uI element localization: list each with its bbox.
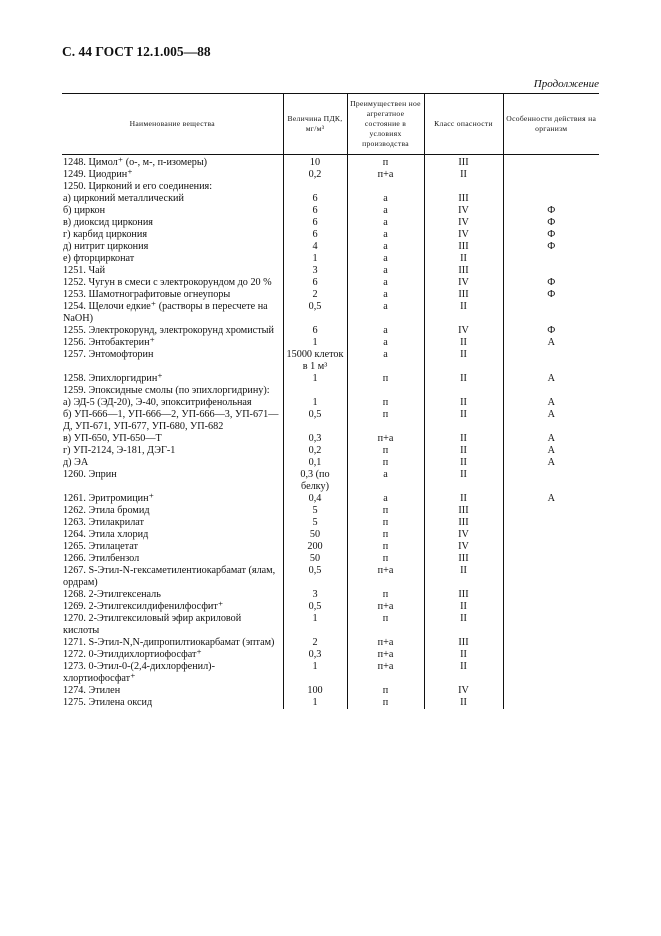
- cell-name: 1274. Этилен: [63, 685, 121, 696]
- cell-pdk: 4: [283, 241, 347, 253]
- cell-pdk: 6: [283, 205, 347, 217]
- cell-feature: [503, 649, 599, 661]
- cell-state: п: [347, 685, 424, 697]
- cell-feature: [503, 553, 599, 565]
- cell-feature: [503, 265, 599, 277]
- col-header-class: Класс опасности: [424, 94, 503, 155]
- table-row: [62, 349, 599, 373]
- cell-name: 1271. S-Этил-N,N-дипропилтиокарбамат (эптам): [63, 637, 275, 648]
- table-row: [62, 517, 599, 529]
- cell-feature: Ф: [503, 229, 599, 241]
- cell-name: 1268. 2-Этилгексеналь: [63, 589, 161, 600]
- cell-class: II: [424, 445, 503, 457]
- table-row: [62, 661, 599, 685]
- cell-class: II: [424, 349, 503, 373]
- cell-feature: [503, 301, 599, 325]
- cell-name: 1266. Этилбензол: [63, 553, 140, 564]
- cell-state: а: [347, 469, 424, 493]
- table-row: [62, 493, 599, 505]
- col-header-pdk: Величина ПДК, мг/м³: [283, 94, 347, 155]
- cell-state: а: [347, 325, 424, 337]
- cell-class: IV: [424, 541, 503, 553]
- cell-pdk: 1: [283, 373, 347, 385]
- cell-class: II: [424, 253, 503, 265]
- cell-name: д) ЭА: [63, 457, 89, 468]
- cell-name: 1273. 0-Этил-0-(2,4-дихлорфенил)-хлортиофосфат⁺: [63, 661, 215, 684]
- cell-pdk: 6: [283, 277, 347, 289]
- cell-feature: [503, 589, 599, 601]
- table-row: [62, 505, 599, 517]
- cell-state: п: [347, 589, 424, 601]
- cell-name: 1269. 2-Этилгексилдифенилфосфит⁺: [63, 601, 224, 612]
- cell-feature: А: [503, 397, 599, 409]
- table-row: [62, 613, 599, 637]
- table-row: [62, 385, 599, 397]
- table-row: [62, 325, 599, 337]
- table-row: [62, 265, 599, 277]
- table-row: [62, 397, 599, 409]
- cell-class: III: [424, 193, 503, 205]
- cell-name: в) УП-650, УП-650—Т: [63, 433, 162, 444]
- cell-state: п: [347, 613, 424, 637]
- cell-name: 1263. Этилакрилат: [63, 517, 144, 528]
- table-row: [62, 229, 599, 241]
- cell-pdk: 5: [283, 517, 347, 529]
- cell-state: п+а: [347, 169, 424, 181]
- cell-name: 1248. Цимол⁺ (о-, м-, п-изомеры): [63, 157, 208, 168]
- cell-class: II: [424, 397, 503, 409]
- cell-feature: Ф: [503, 325, 599, 337]
- table-row: [62, 169, 599, 181]
- col-header-feature: Особенности действия на организм: [503, 94, 599, 155]
- cell-state: а: [347, 193, 424, 205]
- table-row: [62, 181, 599, 193]
- cell-class: III: [424, 517, 503, 529]
- col-header-state: Преимуществен ное агрегатное состояние в условиях производства: [347, 94, 424, 155]
- cell-state: п: [347, 445, 424, 457]
- table-row: [62, 541, 599, 553]
- cell-feature: [503, 505, 599, 517]
- cell-state: а: [347, 301, 424, 325]
- cell-class: II: [424, 337, 503, 349]
- cell-feature: [503, 565, 599, 589]
- cell-class: II: [424, 373, 503, 385]
- cell-name: 1253. Шамотнографитовые огнеупоры: [63, 289, 231, 300]
- cell-pdk: 1: [283, 661, 347, 685]
- cell-pdk: 3: [283, 589, 347, 601]
- cell-feature: Ф: [503, 217, 599, 229]
- table-row: [62, 217, 599, 229]
- cell-pdk: 0,5: [283, 601, 347, 613]
- cell-name: г) УП-2124, Э-181, ДЭГ-1: [63, 445, 176, 456]
- cell-name: 1255. Электрокорунд, электрокорунд хромистый: [63, 325, 274, 336]
- cell-state: [347, 385, 424, 397]
- cell-pdk: 100: [283, 685, 347, 697]
- cell-class: III: [424, 289, 503, 301]
- cell-name: 1270. 2-Этилгексиловый эфир акриловой кислоты: [63, 613, 242, 636]
- cell-name: 1249. Циодрин⁺: [63, 169, 133, 180]
- cell-pdk: 15000 клеток в 1 м³: [283, 349, 347, 373]
- cell-feature: [503, 181, 599, 193]
- cell-feature: А: [503, 457, 599, 469]
- cell-pdk: 0,3 (по белку): [283, 469, 347, 493]
- cell-name: 1250. Цирконий и его соединения:: [63, 181, 213, 192]
- cell-class: IV: [424, 325, 503, 337]
- cell-class: II: [424, 565, 503, 589]
- cell-class: II: [424, 301, 503, 325]
- cell-name: б) циркон: [63, 205, 106, 216]
- cell-name: 1262. Этила бромид: [63, 505, 150, 516]
- cell-pdk: 1: [283, 337, 347, 349]
- cell-state: п+а: [347, 565, 424, 589]
- cell-pdk: 6: [283, 229, 347, 241]
- cell-feature: [503, 541, 599, 553]
- table-row: [62, 589, 599, 601]
- table-row: [62, 409, 599, 433]
- cell-pdk: 0,2: [283, 169, 347, 181]
- cell-name: 1251. Чай: [63, 265, 106, 276]
- cell-state: а: [347, 493, 424, 505]
- cell-state: а: [347, 217, 424, 229]
- cell-feature: А: [503, 409, 599, 433]
- cell-pdk: [283, 181, 347, 193]
- cell-class: II: [424, 457, 503, 469]
- cell-state: п: [347, 517, 424, 529]
- cell-class: II: [424, 469, 503, 493]
- cell-class: II: [424, 601, 503, 613]
- cell-class: III: [424, 157, 503, 169]
- cell-class: II: [424, 433, 503, 445]
- cell-name: е) фторцирконат: [63, 253, 135, 264]
- cell-feature: [503, 169, 599, 181]
- table-body: [62, 155, 599, 710]
- cell-pdk: 0,5: [283, 565, 347, 589]
- table-row: [62, 289, 599, 301]
- table-row: [62, 373, 599, 385]
- cell-name: 1259. Эпоксидные смолы (по эпихлоргидрину):: [63, 385, 270, 396]
- cell-state: а: [347, 289, 424, 301]
- cell-feature: А: [503, 373, 599, 385]
- cell-feature: Ф: [503, 289, 599, 301]
- cell-state: п+а: [347, 649, 424, 661]
- cell-pdk: 0,3: [283, 649, 347, 661]
- cell-feature: [503, 697, 599, 709]
- cell-name: в) диоксид циркония: [63, 217, 153, 228]
- cell-class: IV: [424, 277, 503, 289]
- cell-feature: [503, 637, 599, 649]
- cell-class: II: [424, 493, 503, 505]
- col-header-name: Наименование вещества: [62, 94, 283, 155]
- cell-state: а: [347, 241, 424, 253]
- cell-state: п: [347, 409, 424, 433]
- cell-feature: А: [503, 493, 599, 505]
- cell-feature: [503, 529, 599, 541]
- cell-state: п+а: [347, 601, 424, 613]
- cell-pdk: 0,1: [283, 457, 347, 469]
- cell-state: п: [347, 541, 424, 553]
- cell-feature: [503, 613, 599, 637]
- cell-feature: [503, 661, 599, 685]
- cell-class: III: [424, 241, 503, 253]
- cell-class: II: [424, 649, 503, 661]
- cell-class: II: [424, 169, 503, 181]
- cell-feature: [503, 469, 599, 493]
- cell-class: III: [424, 637, 503, 649]
- cell-feature: [503, 385, 599, 397]
- table-row: [62, 205, 599, 217]
- table-row: [62, 553, 599, 565]
- cell-pdk: 10: [283, 157, 347, 169]
- cell-state: п+а: [347, 661, 424, 685]
- table-row: [62, 457, 599, 469]
- cell-state: п: [347, 529, 424, 541]
- cell-state: а: [347, 349, 424, 373]
- cell-pdk: 3: [283, 265, 347, 277]
- cell-class: IV: [424, 205, 503, 217]
- cell-name: 1261. Эритромицин⁺: [63, 493, 154, 504]
- cell-state: а: [347, 277, 424, 289]
- page-header: С. 44 ГОСТ 12.1.005—88: [62, 44, 211, 59]
- cell-state: п+а: [347, 637, 424, 649]
- table-row: [62, 637, 599, 649]
- cell-class: II: [424, 409, 503, 433]
- cell-feature: [503, 193, 599, 205]
- cell-feature: [503, 517, 599, 529]
- cell-pdk: 6: [283, 325, 347, 337]
- cell-feature: А: [503, 337, 599, 349]
- cell-feature: [503, 157, 599, 169]
- cell-name: 1252. Чугун в смеси с электрокорундом до 20 %: [63, 277, 272, 288]
- cell-feature: Ф: [503, 277, 599, 289]
- cell-name: 1275. Этилена оксид: [63, 697, 153, 708]
- table-row: [62, 157, 599, 169]
- table-row: [62, 253, 599, 265]
- cell-name: а) цирконий металлический: [63, 193, 184, 204]
- cell-pdk: 1: [283, 253, 347, 265]
- table-row: [62, 565, 599, 589]
- table-row: [62, 433, 599, 445]
- cell-state: а: [347, 265, 424, 277]
- cell-pdk: 0,3: [283, 433, 347, 445]
- cell-pdk: 6: [283, 217, 347, 229]
- cell-pdk: 1: [283, 613, 347, 637]
- cell-pdk: 6: [283, 193, 347, 205]
- cell-name: 1272. 0-Этилдихлортиофосфат⁺: [63, 649, 202, 660]
- cell-pdk: [283, 385, 347, 397]
- table-row: [62, 445, 599, 457]
- cell-state: п: [347, 553, 424, 565]
- cell-state: п: [347, 373, 424, 385]
- table-row: [62, 685, 599, 697]
- table-row: [62, 529, 599, 541]
- cell-name: 1256. Энтобактерин⁺: [63, 337, 155, 348]
- table-row: [62, 277, 599, 289]
- cell-name: 1260. Эприн: [63, 469, 117, 480]
- cell-state: п: [347, 457, 424, 469]
- table-header-row: [62, 94, 599, 155]
- substance-table: [62, 93, 599, 709]
- cell-state: п+а: [347, 433, 424, 445]
- cell-name: д) нитрит циркония: [63, 241, 149, 252]
- cell-name: 1264. Этила хлорид: [63, 529, 149, 540]
- cell-class: III: [424, 505, 503, 517]
- cell-feature: А: [503, 445, 599, 457]
- cell-state: п: [347, 397, 424, 409]
- continuation-label: Продолжение: [533, 78, 599, 90]
- cell-class: II: [424, 661, 503, 685]
- cell-feature: [503, 253, 599, 265]
- cell-pdk: 2: [283, 289, 347, 301]
- cell-pdk: 50: [283, 553, 347, 565]
- table-row: [62, 469, 599, 493]
- cell-pdk: 1: [283, 697, 347, 709]
- cell-pdk: 200: [283, 541, 347, 553]
- table-row: [62, 301, 599, 325]
- cell-feature: [503, 349, 599, 373]
- cell-class: IV: [424, 529, 503, 541]
- table-row: [62, 337, 599, 349]
- table-row: [62, 697, 599, 709]
- table-row: [62, 649, 599, 661]
- cell-pdk: 5: [283, 505, 347, 517]
- cell-pdk: 2: [283, 637, 347, 649]
- cell-name: 1267. S-Этил-N-гексаметилентиокарбамат (ялам, ордрам): [63, 565, 276, 588]
- cell-feature: [503, 601, 599, 613]
- cell-state: а: [347, 229, 424, 241]
- cell-name: 1257. Энтомофторин: [63, 349, 154, 360]
- cell-pdk: 50: [283, 529, 347, 541]
- cell-class: IV: [424, 685, 503, 697]
- cell-name: б) УП-666—1, УП-666—2, УП-666—3, УП-671—Д, УП-671, УП-677, УП-680, УП-682: [63, 409, 279, 432]
- cell-name: 1258. Эпихлоргидрин⁺: [63, 373, 163, 384]
- cell-feature: [503, 685, 599, 697]
- cell-class: III: [424, 265, 503, 277]
- cell-state: а: [347, 253, 424, 265]
- cell-name: 1254. Щелочи едкие⁺ (растворы в пересчете на NaOH): [63, 301, 268, 324]
- cell-class: III: [424, 589, 503, 601]
- cell-name: а) ЭД-5 (ЭД-20), Э-40, эпокситрифенольная: [63, 397, 252, 408]
- cell-pdk: 1: [283, 397, 347, 409]
- cell-feature: Ф: [503, 241, 599, 253]
- cell-state: п: [347, 157, 424, 169]
- cell-class: [424, 181, 503, 193]
- table-row: [62, 241, 599, 253]
- cell-state: [347, 181, 424, 193]
- cell-class: II: [424, 613, 503, 637]
- cell-name: 1265. Этилацетат: [63, 541, 138, 552]
- cell-feature: А: [503, 433, 599, 445]
- table-row: [62, 601, 599, 613]
- cell-pdk: 0,4: [283, 493, 347, 505]
- cell-class: [424, 385, 503, 397]
- table-row: [62, 193, 599, 205]
- cell-state: п: [347, 505, 424, 517]
- cell-class: IV: [424, 217, 503, 229]
- cell-state: а: [347, 337, 424, 349]
- cell-pdk: 0,2: [283, 445, 347, 457]
- cell-feature: Ф: [503, 205, 599, 217]
- cell-class: III: [424, 553, 503, 565]
- cell-pdk: 0,5: [283, 301, 347, 325]
- cell-state: а: [347, 205, 424, 217]
- cell-class: IV: [424, 229, 503, 241]
- cell-name: г) карбид циркония: [63, 229, 148, 240]
- cell-class: II: [424, 697, 503, 709]
- cell-pdk: 0,5: [283, 409, 347, 433]
- cell-state: п: [347, 697, 424, 709]
